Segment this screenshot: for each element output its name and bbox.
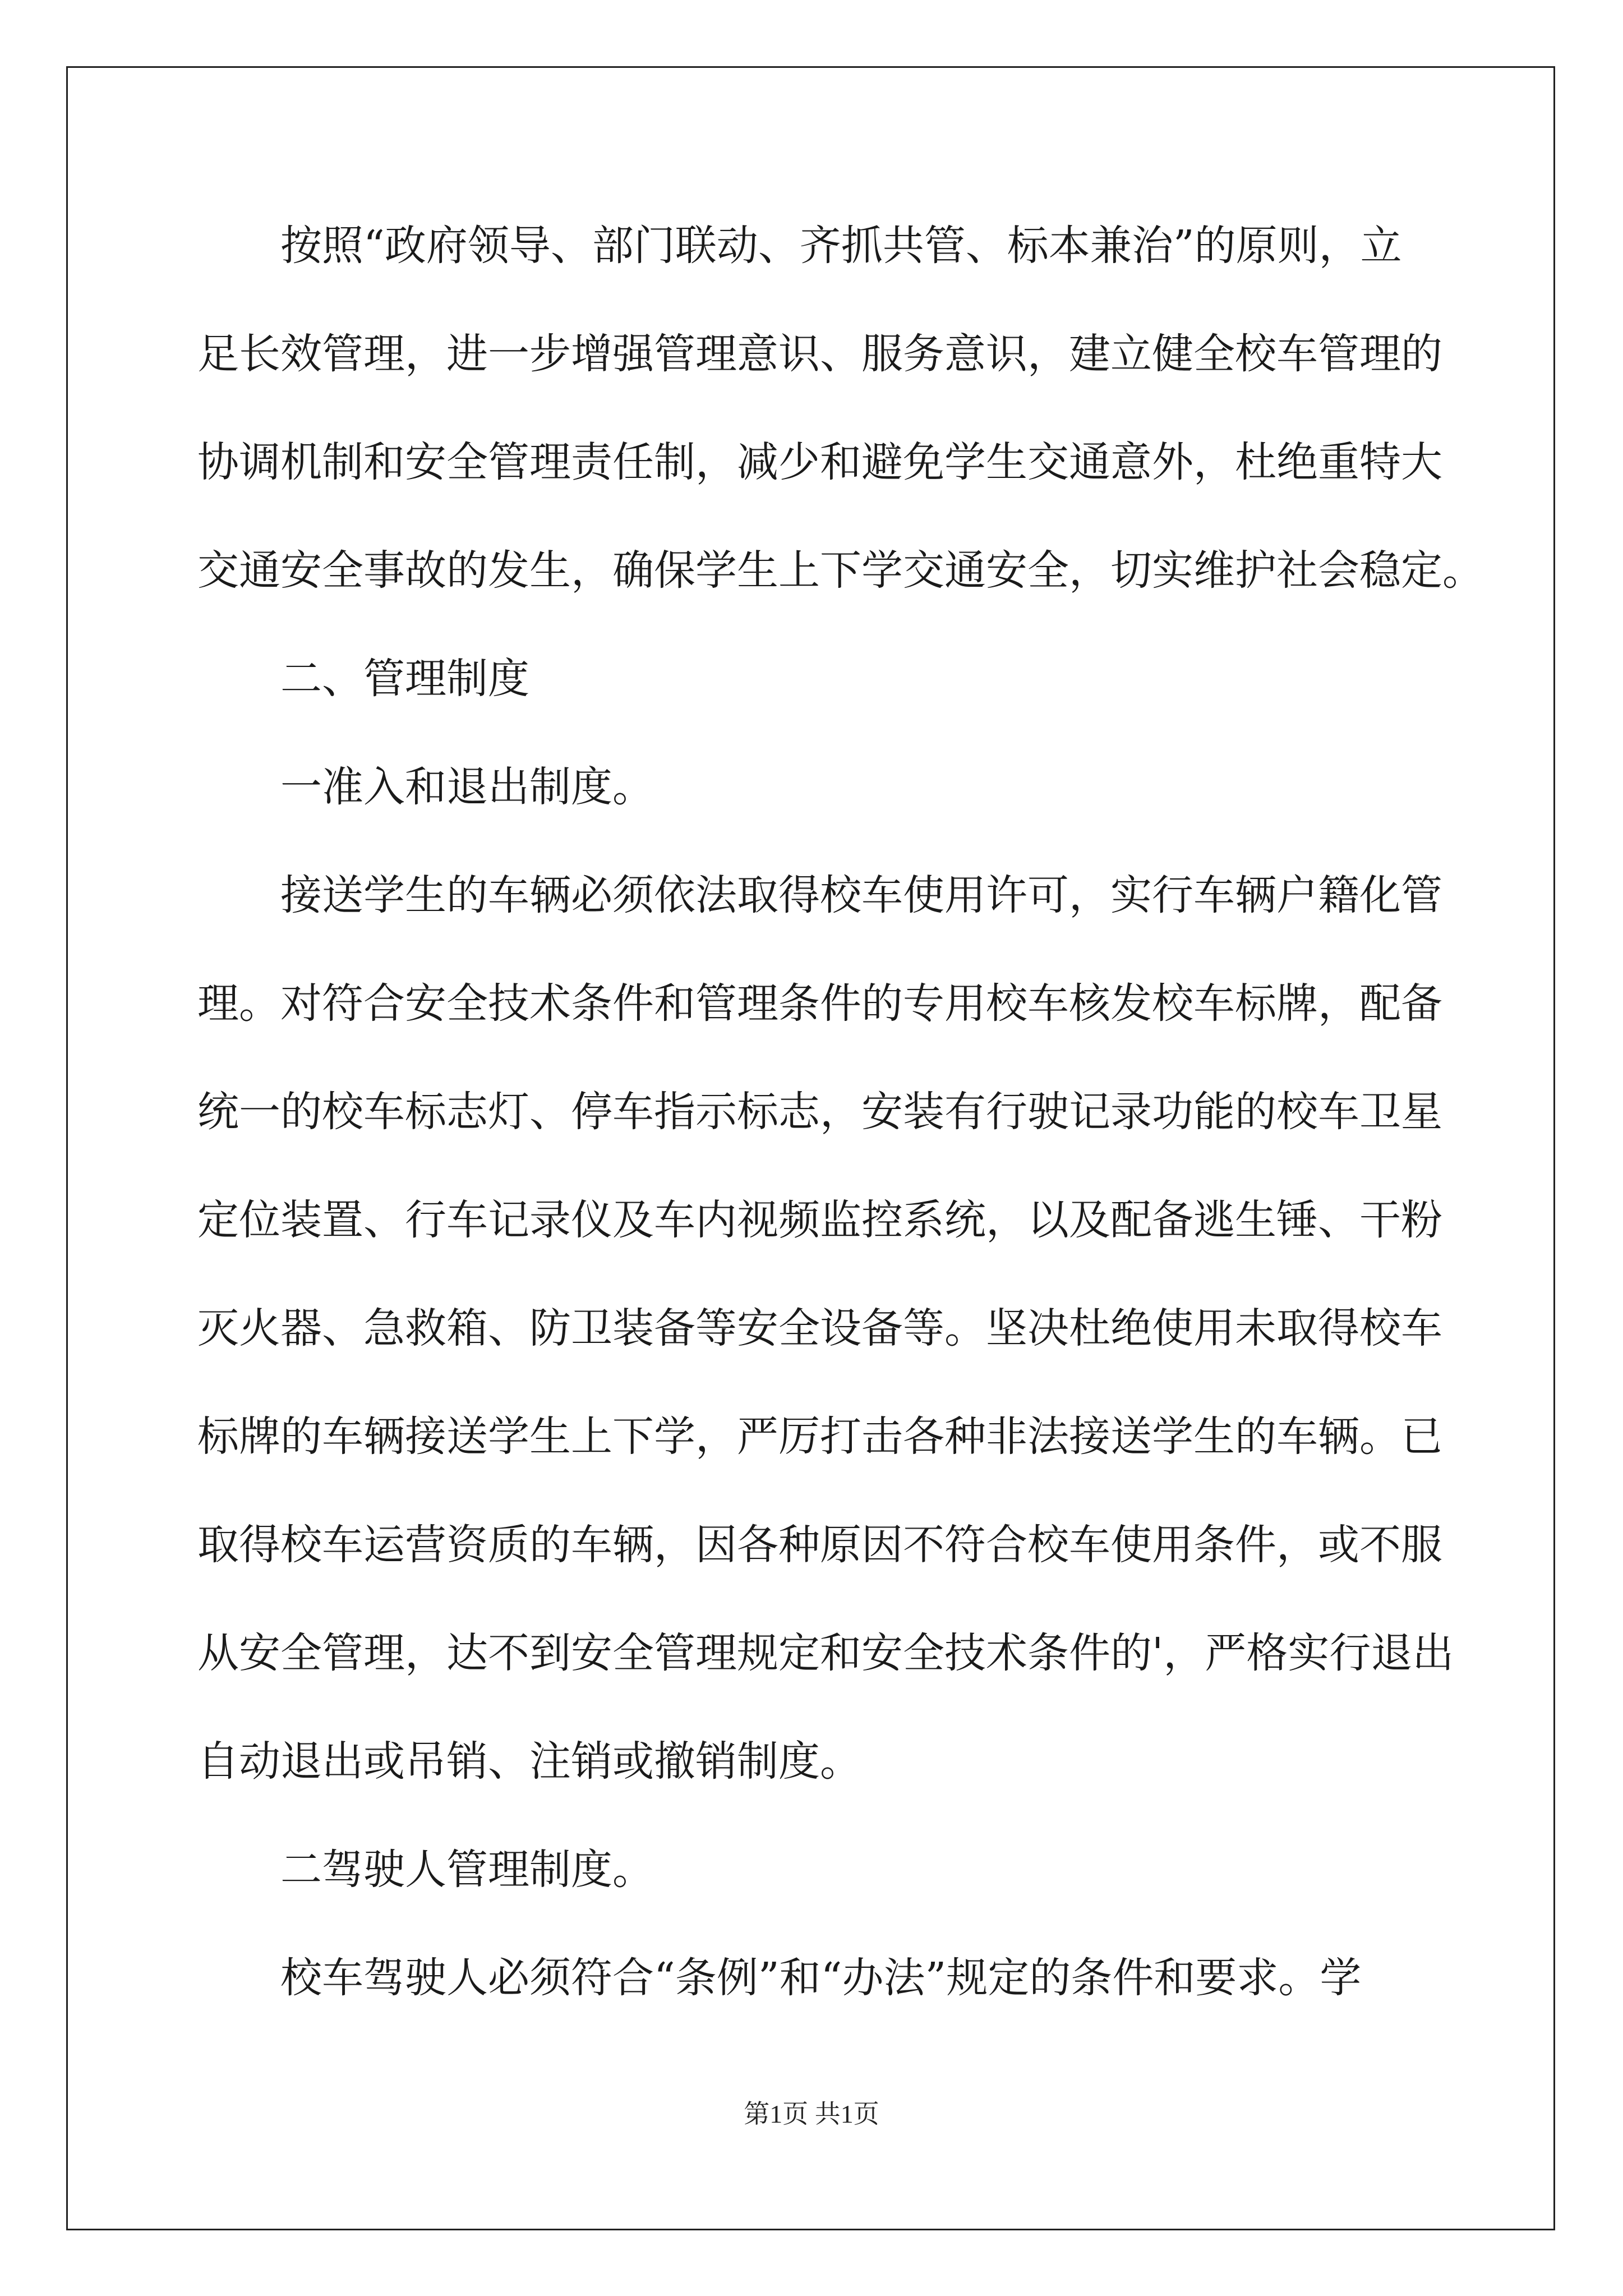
paragraph-line: 自动退出或吊销、注销或撤销制度。 [197,1737,861,1786]
section-heading: 二、管理制度 [280,655,529,703]
paragraph-line: 校车驾驶人必须符合“条例”和“办法”规定的条件和要求。学 [280,1954,1362,2002]
subsection-heading: 一准入和退出制度。 [280,763,654,811]
subsection-heading: 二驾驶人管理制度。 [280,1846,654,1894]
paragraph-line: 理。对符合安全技术条件和管理条件的专用校车核发校车标牌，配备 [197,979,1442,1028]
paragraph-line: 取得校车运营资质的车辆，因各种原因不符合校车使用条件，或不服 [197,1521,1442,1569]
paragraph-line: 足长效管理，进一步增强管理意识、服务意识，建立健全校车管理的 [197,330,1442,378]
paragraph-line: 按照“政府领导、部门联动、齐抓共管、标本兼治”的原则，立 [280,222,1402,270]
paragraph-line: 灭火器、急救箱、防卫装备等安全设备等。坚决杜绝使用未取得校车 [197,1304,1442,1352]
paragraph-line: 统一的校车标志灯、停车指示标志，安装有行驶记录功能的校车卫星 [197,1088,1442,1136]
paragraph-line: 定位装置、行车记录仪及车内视频监控系统，以及配备逃生锤、干粉 [197,1196,1442,1244]
paragraph-line: 从安全管理，达不到安全管理规定和安全技术条件的'，严格实行退出 [197,1629,1454,1677]
paragraph-line: 接送学生的车辆必须依法取得校车使用许可，实行车辆户籍化管 [280,871,1442,919]
page-number: 第1页 共1页 [744,2100,879,2128]
document-body [197,212,1484,2053]
paragraph-line: 标牌的车辆接送学生上下学，严厉打击各种非法接送学生的车辆。已 [197,1412,1442,1461]
paragraph-line: 协调机制和安全管理责任制，减少和避免学生交通意外，杜绝重特大 [197,438,1442,486]
paragraph-line: 交通安全事故的发生，确保学生上下学交通安全，切实维护社会稳定。 [197,546,1484,595]
